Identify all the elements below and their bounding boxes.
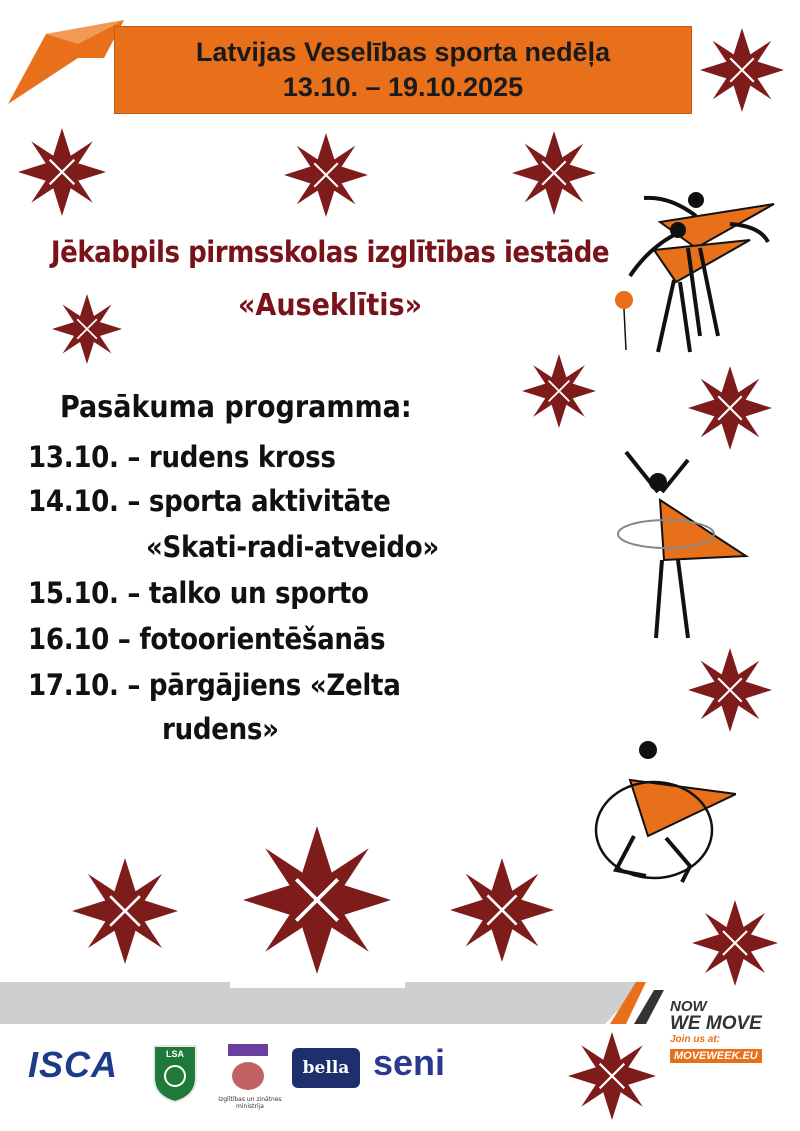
program-item: 13.10. – rudens kross [28, 440, 336, 474]
now-we-move-logo [670, 1000, 762, 1064]
organization-name: Jēkabpils pirmsskolas izglītības iestāde [50, 235, 610, 269]
hula-hoop-figure-icon [606, 448, 756, 644]
bella-logo: bella [292, 1048, 360, 1088]
auseklis-star-icon [284, 133, 368, 217]
ministry-coat-of-arms-icon [226, 1044, 272, 1094]
campaign-join: Join us at: [670, 1034, 721, 1045]
auseklis-star-icon [18, 128, 106, 216]
auseklis-star-icon [568, 1032, 656, 1120]
auseklis-star-icon [700, 28, 784, 112]
auseklis-star-icon [72, 858, 178, 964]
program-title: Pasākuma programma: [60, 390, 412, 425]
auseklis-star-icon [692, 900, 778, 986]
seni-logo: seni [373, 1042, 446, 1083]
footer-band-notch [230, 978, 405, 988]
program-item: 17.10. – pārgājiens «Zelta [28, 668, 401, 702]
banner-dates: 13.10. – 19.10.2025 [282, 72, 524, 102]
program-item: 14.10. – sporta aktivitāte [28, 484, 391, 518]
now-we-move-logo-icon [606, 980, 670, 1026]
auseklis-star-icon [688, 648, 772, 732]
dancing-figures-icon [600, 186, 790, 358]
auseklis-star-icon [522, 354, 596, 428]
auseklis-star-icon [688, 366, 772, 450]
program-item: 16.10 – fotoorientēšanās [28, 622, 386, 656]
program-item: 15.10. – talko un sporto [28, 576, 369, 610]
ministry-label: Izglītības un zinātnes ministrija [218, 1096, 282, 1110]
lsa-logo-text: LSA [166, 1049, 184, 1059]
lsa-logo [152, 1044, 198, 1104]
program-item-continuation: rudens» [162, 712, 279, 746]
jump-rope-figure-icon [586, 740, 736, 890]
campaign-now: NOW [670, 998, 707, 1015]
campaign-we-move: WE MOVE [670, 1013, 762, 1034]
isca-logo: ISCA [28, 1044, 119, 1085]
auseklis-star-icon [512, 131, 596, 215]
corner-arrow-icon [8, 18, 128, 108]
event-banner [114, 26, 692, 114]
auseklis-star-icon [450, 858, 554, 962]
organization-subtitle: «Auseklītis» [238, 288, 422, 323]
auseklis-star-icon [243, 826, 391, 974]
banner-title: Latvijas Veselības sporta nedēļa [195, 37, 611, 67]
footer-band [0, 982, 605, 1024]
campaign-site: MOVEWEEK.EU [670, 1049, 762, 1063]
program-item-continuation: «Skati-radi-atveido» [146, 530, 439, 564]
